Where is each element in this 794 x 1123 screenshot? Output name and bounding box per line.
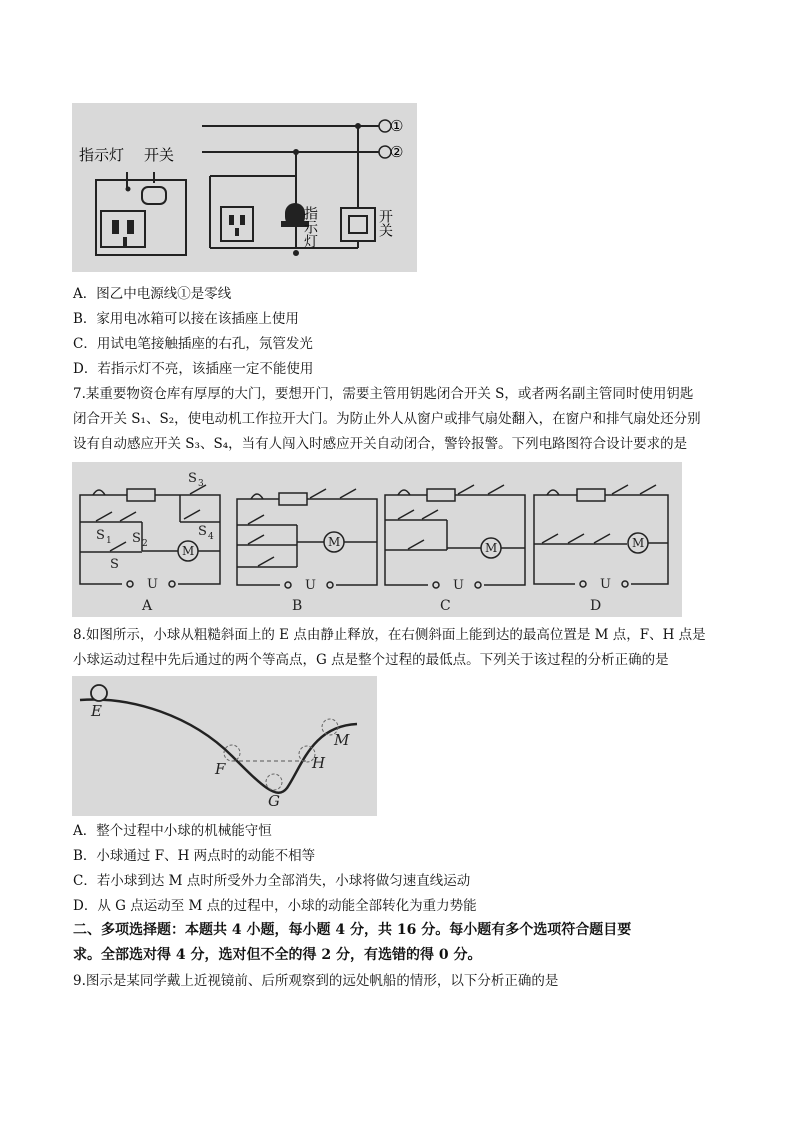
switch-sub-1: 1	[106, 536, 112, 546]
option-label-c: C	[440, 598, 451, 614]
switch-sub-4: 4	[208, 532, 214, 542]
option-label-b: B	[292, 598, 303, 614]
switch-label-s2: S	[132, 531, 141, 546]
switch-label: 开关	[144, 146, 175, 164]
option-label-d: D	[590, 598, 602, 614]
ball-track-figure	[72, 676, 377, 816]
switch-label-s4: S	[198, 524, 207, 539]
point-g-label: G	[268, 792, 280, 810]
switch-label-s: S	[110, 557, 119, 572]
source-label-c: U	[453, 578, 464, 593]
switch-sub-3: 3	[198, 479, 204, 489]
q7-text-line-1: 7.某重要物资仓库有厚厚的大门，要想开门，需要主管用钥匙闭合开关 S，或者两名副主管同时使用钥匙	[73, 386, 694, 402]
q7-text-line-3: 设有自动感应开关 S₃、S₄，当有人闯入时感应开关自动闭合，警铃报警。下列电路图符合设计要求的是	[73, 436, 688, 452]
q6-option-b: B．家用电冰箱可以接在该插座上使用	[73, 311, 299, 327]
section2-heading-line-1: 二、多项选择题：本题共 4 小题，每小题 4 分，共 16 分。每小题有多个选项符合题目要	[73, 922, 632, 938]
point-h-label: H	[312, 754, 326, 772]
q7-text-line-2: 闭合开关 S₁、S₂，使电动机工作拉开大门。为防止外人从窗户或排气扇处翻入，在窗户和排气扇处还分别	[73, 411, 701, 427]
motor-label-a: M	[182, 544, 195, 558]
section2-heading-line-2: 求。全部选对得 4 分，选对但不全的得 2 分，有选错的得 0 分。	[73, 947, 482, 963]
wire-2-label: ②	[390, 143, 404, 161]
point-m-label: M	[334, 731, 350, 749]
motor-label-d: M	[632, 536, 645, 550]
lamp-vertical-label: 指示灯	[302, 206, 318, 248]
switch-sub-2: 2	[142, 539, 148, 549]
source-label-b: U	[305, 578, 316, 593]
point-f-label: F	[215, 760, 226, 778]
q8-text-line-1: 8.如图所示，小球从粗糙斜面上的 E 点由静止释放，在右侧斜面上能到达的最高位置是 M 点，F、H 点是	[73, 627, 706, 643]
source-label-a: U	[147, 577, 158, 592]
switch-vertical-label: 开关	[377, 209, 393, 237]
source-label-d: U	[600, 577, 611, 592]
q8-option-c: C．若小球到达 M 点时所受外力全部消失，小球将做匀速直线运动	[73, 873, 471, 889]
q8-option-b: B．小球通过 F、H 两点时的动能不相等	[73, 848, 316, 864]
motor-label-b: M	[328, 535, 341, 549]
switch-label-s3: S	[188, 471, 197, 486]
indicator-label: 指示灯	[79, 146, 125, 164]
q8-option-a: A．整个过程中小球的机械能守恒	[73, 823, 272, 839]
circuit-options-figure	[72, 462, 682, 617]
q8-option-d: D．从 G 点运动至 M 点的过程中，小球的动能全部转化为重力势能	[73, 898, 477, 914]
wire-1-label: ①	[390, 117, 404, 135]
q6-option-d: D．若指示灯不亮，该插座一定不能使用	[73, 361, 314, 377]
q8-text-line-2: 小球运动过程中先后通过的两个等高点，G 点是整个过程的最低点。下列关于该过程的分析正确的是	[73, 652, 669, 668]
switch-label-s1: S	[96, 528, 105, 543]
socket-circuit-figure	[72, 103, 417, 272]
q6-option-c: C．用试电笔接触插座的右孔，氖管发光	[73, 336, 313, 352]
q9-text: 9.图示是某同学戴上近视镜前、后所观察到的远处帆船的情形，以下分析正确的是	[73, 973, 559, 989]
q6-option-a: A．图乙中电源线①是零线	[73, 286, 232, 302]
point-e-label: E	[91, 702, 102, 720]
option-label-a: A	[142, 598, 153, 614]
motor-label-c: M	[485, 541, 498, 555]
